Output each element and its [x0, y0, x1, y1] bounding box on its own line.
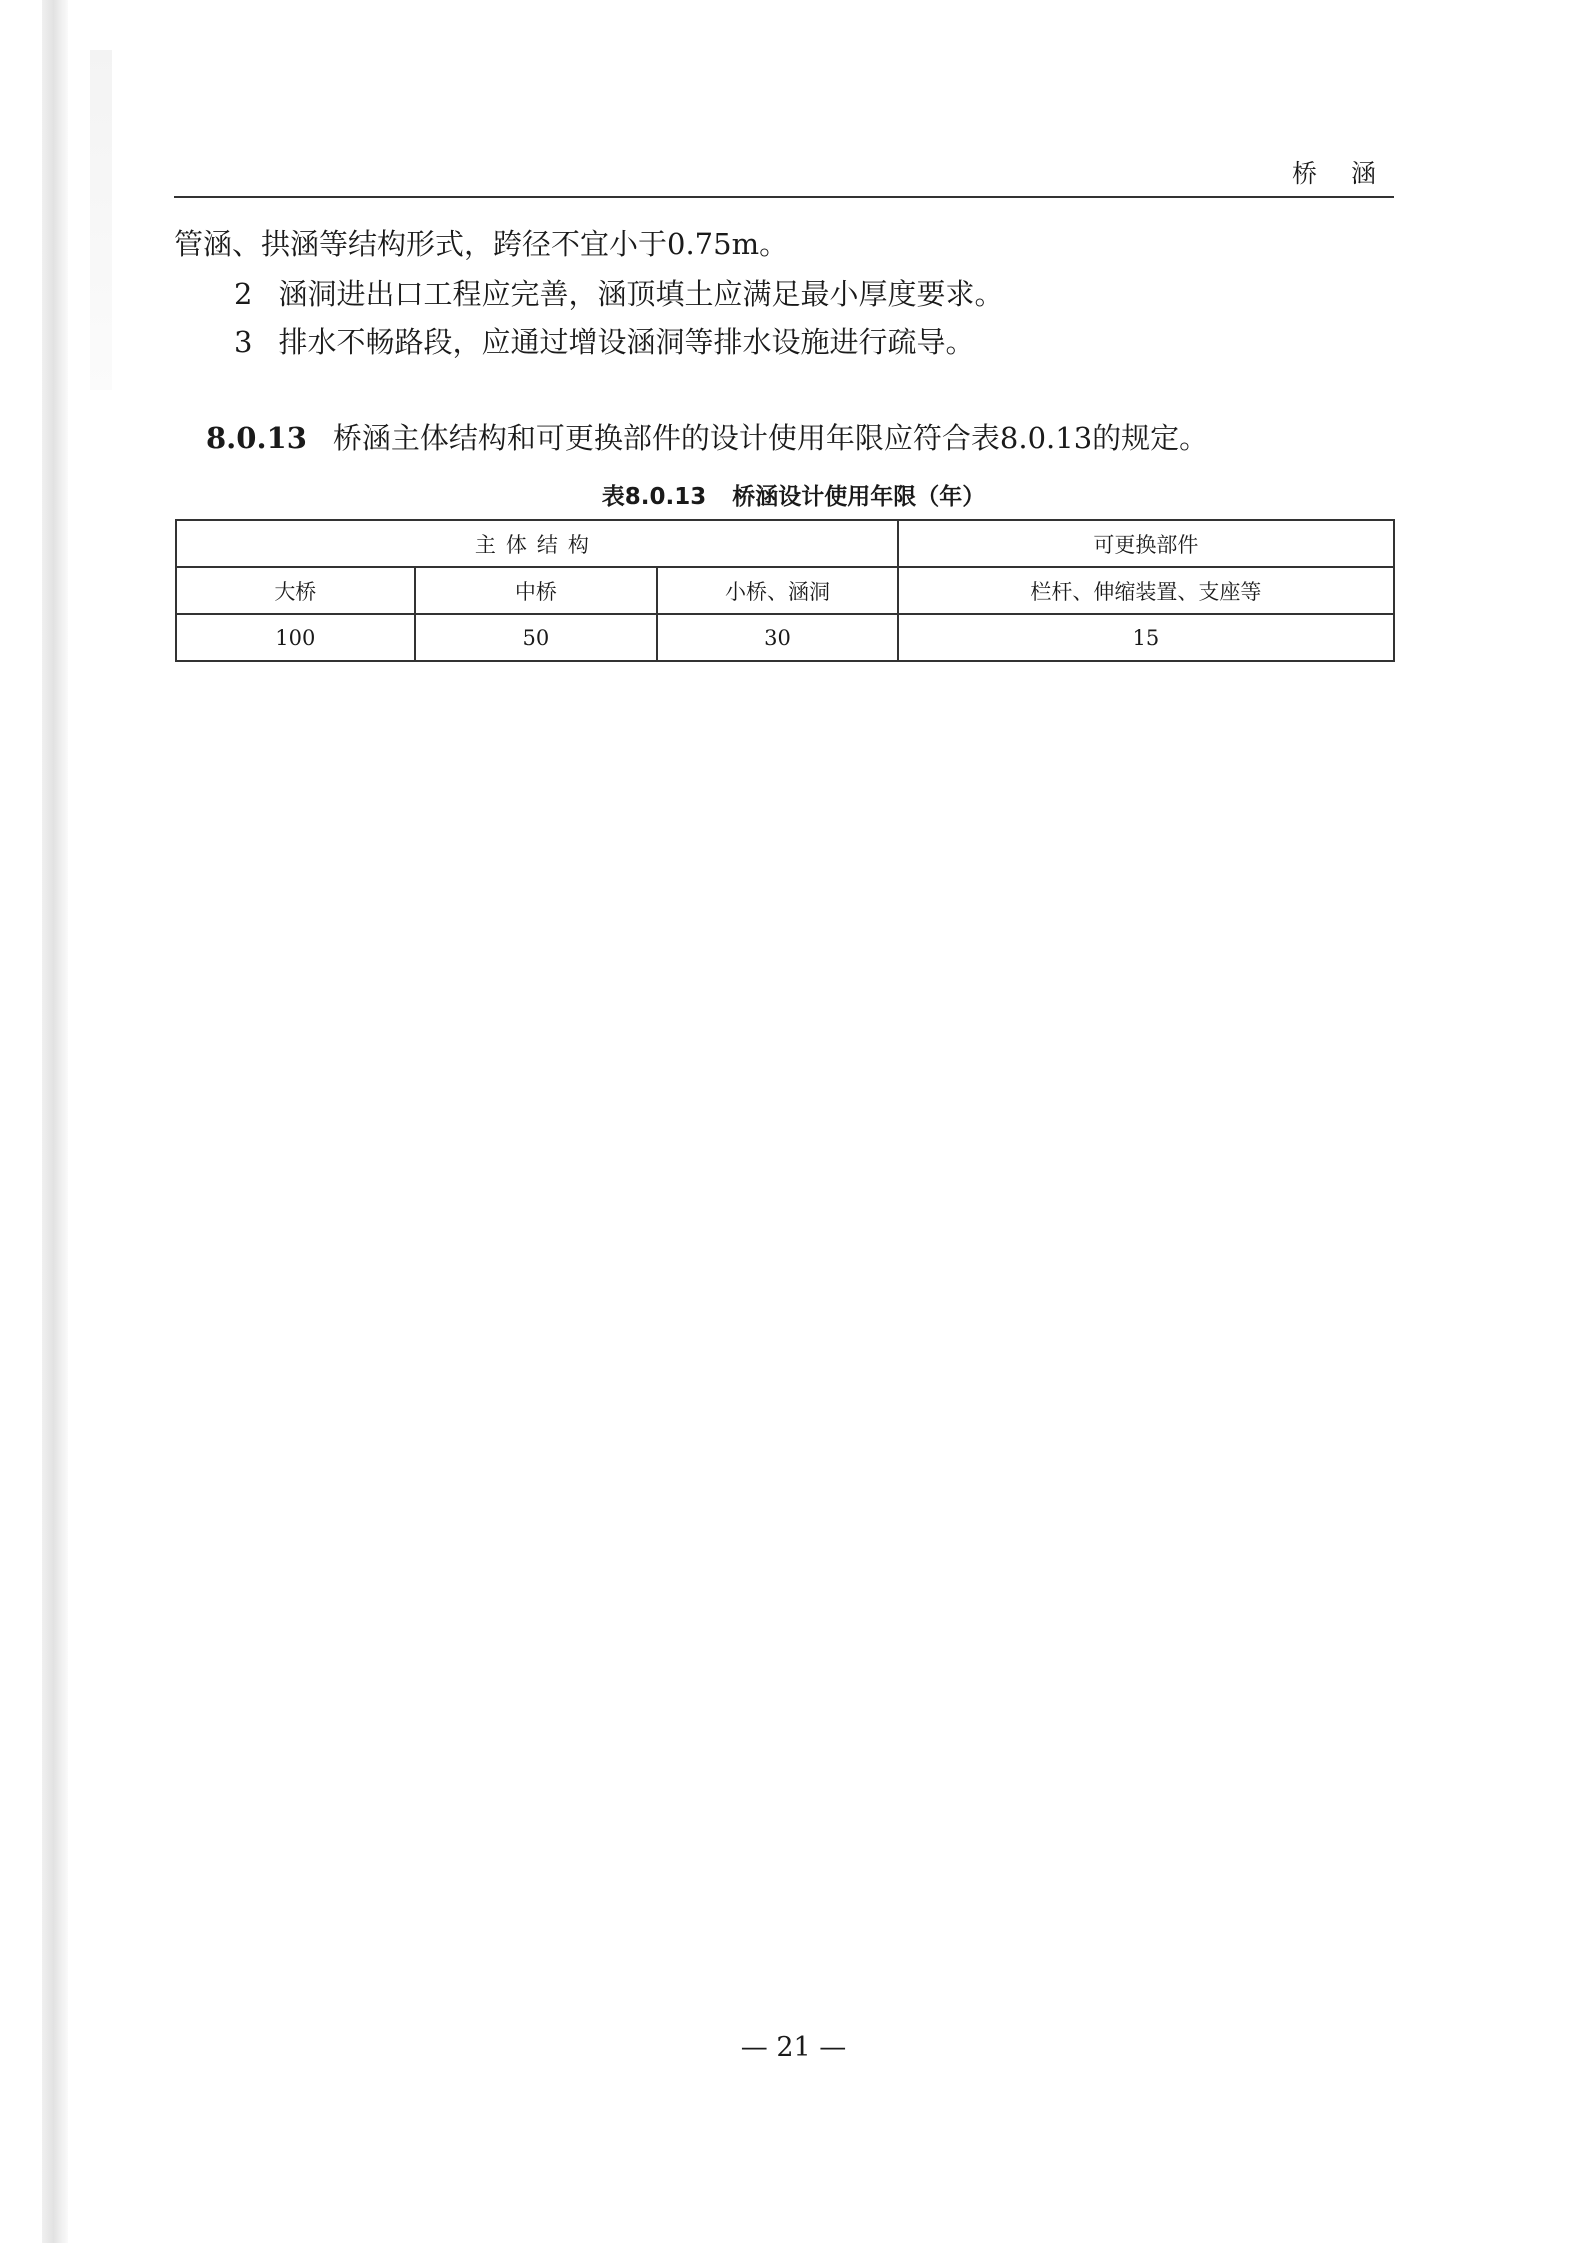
- column-header: 大桥: [176, 567, 415, 614]
- list-item: [234, 277, 1004, 311]
- table-caption: 桥涵设计使用年限（年）: [732, 484, 986, 510]
- clause-number: 8.0.13: [206, 421, 307, 455]
- clause-paragraph: [206, 421, 1209, 455]
- design-life-table: [175, 519, 1395, 662]
- column-header: 中桥: [415, 567, 658, 614]
- table-row: [176, 614, 1394, 661]
- group-header-replaceable-parts: 可更换部件: [898, 520, 1394, 567]
- list-item: [234, 325, 975, 359]
- table-cell: 15: [898, 614, 1394, 661]
- clause-text: 桥涵主体结构和可更换部件的设计使用年限应符合表8.0.13的规定。: [332, 421, 1209, 455]
- table-cell: 100: [176, 614, 415, 661]
- table-title: [0, 478, 1587, 511]
- list-item-text: 排水不畅路段，应通过增设涵洞等排水设施进行疏导。: [278, 325, 975, 359]
- list-item-number: 3: [234, 325, 253, 359]
- list-item-text: 涵洞进出口工程应完善，涵顶填土应满足最小厚度要求。: [278, 277, 1004, 311]
- table-number: 表8.0.13: [601, 484, 707, 510]
- column-header: 小桥、涵洞: [657, 567, 898, 614]
- page-number: — 21 —: [740, 2032, 847, 2063]
- table-group-header-row: [176, 520, 1394, 567]
- continuation-paragraph: 管涵、拱涵等结构形式，跨径不宜小于0.75m。: [174, 227, 789, 261]
- table-cell: 50: [415, 614, 658, 661]
- header-rule: [174, 196, 1394, 198]
- table-cell: 30: [657, 614, 898, 661]
- list-item-number: 2: [234, 277, 253, 311]
- column-header: 栏杆、伸缩装置、支座等: [898, 567, 1394, 614]
- scan-margin-shadow: [42, 0, 68, 2243]
- group-header-main-structure: 主体结构: [176, 520, 898, 567]
- scan-margin-shadow-secondary: [90, 50, 112, 390]
- table-column-header-row: [176, 567, 1394, 614]
- running-header: 桥涵: [1292, 159, 1411, 188]
